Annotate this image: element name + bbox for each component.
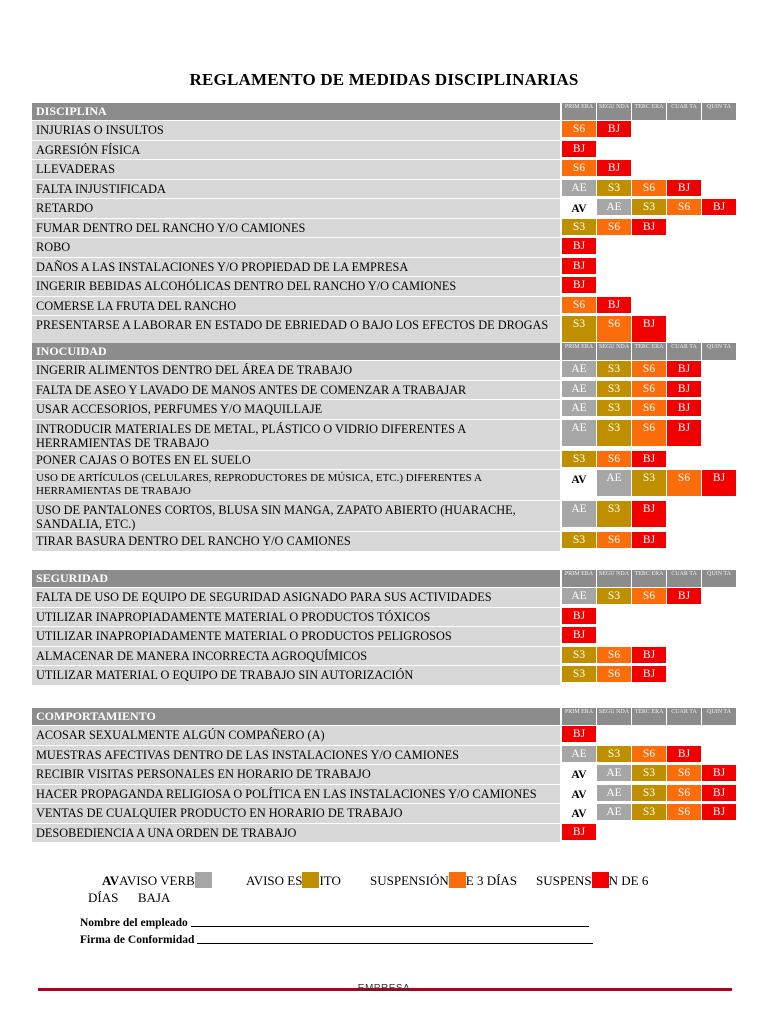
legend-av (102, 872, 212, 889)
sanction-s6: S6 (562, 121, 596, 137)
sanction-ae: AE (562, 588, 596, 604)
sanction-s6: S6 (597, 666, 631, 682)
infraction-label: RECIBIR VISITAS PERSONALES EN HORARIO DE TRABAJO (32, 765, 560, 784)
sanction-s3: S3 (597, 180, 631, 196)
sanction-s6: S6 (632, 400, 666, 416)
sanction-bj: BJ (632, 451, 666, 467)
section-title: COMPORTAMIENTO (32, 708, 560, 725)
table-row (32, 199, 738, 218)
signature-field[interactable] (197, 933, 593, 944)
sanction-ae: AE (597, 199, 631, 215)
column-header: TERC ERA (632, 103, 666, 120)
legend-line2 (88, 889, 170, 906)
legend-s6-line2: DÍAS (88, 890, 119, 905)
sanction-bj: BJ (667, 180, 701, 196)
table-row (32, 238, 738, 257)
infraction-label: FALTA DE ASEO Y LAVADO DE MANOS ANTES DE COMENZAR A TRABAJAR (32, 381, 560, 400)
infraction-label: VENTAS DE CUALQUIER PRODUCTO EN HORARIO DE TRABAJO (32, 804, 560, 823)
sanction-bj: BJ (562, 608, 596, 624)
table-row (32, 588, 738, 607)
infraction-label: AGRESIÓN FÍSICA (32, 141, 560, 160)
signature-line (80, 933, 593, 946)
sanction-s3: S3 (632, 765, 666, 781)
infraction-label: USO DE PANTALONES CORTOS, BLUSA SIN MANGA, ZAPATO ABIERTO (HUARACHE, SANDALIA, ETC.) (32, 501, 560, 531)
infraction-label: INGERIR BEBIDAS ALCOHÓLICAS DENTRO DEL RANCHO Y/O CAMIONES (32, 277, 560, 296)
legend-bj-text: BAJA (137, 890, 171, 905)
column-header: PRIM ERA (562, 343, 596, 360)
section-seguridad (32, 570, 738, 685)
sanction-s6: S6 (632, 381, 666, 397)
legend-s3-swatch (449, 872, 466, 888)
page-title: REGLAMENTO DE MEDIDAS DISCIPLINARIAS (189, 70, 579, 89)
legend-av-code: AV (102, 873, 120, 888)
table-row (32, 219, 738, 238)
sanction-bj: BJ (562, 277, 596, 293)
infraction-label: RETARDO (32, 199, 560, 218)
sanction-s3: S3 (562, 532, 596, 548)
sanction-ae: AE (562, 501, 596, 527)
table-row (32, 277, 738, 296)
sanction-s3: S3 (562, 666, 596, 682)
section-inocuidad (32, 343, 738, 551)
table-row (32, 470, 738, 500)
sanction-s3: S3 (597, 420, 631, 446)
legend-ae-swatch (302, 872, 319, 888)
sanction-s6: S6 (667, 199, 701, 215)
infraction-label: HACER PROPAGANDA RELIGIOSA O POLÍTICA EN LAS INSTALACIONES Y/O CAMIONES (32, 785, 560, 804)
sanction-s6: S6 (667, 470, 701, 496)
infraction-label: PONER CAJAS O BOTES EN EL SUELO (32, 451, 560, 470)
infraction-label: DAÑOS A LAS INSTALACIONES Y/O PROPIEDAD DE LA EMPRESA (32, 258, 560, 277)
section-comportamiento (32, 708, 738, 842)
table-row (32, 451, 738, 470)
infraction-label: PRESENTARSE A LABORAR EN ESTADO DE EBRIEDAD O BAJO LOS EFECTOS DE DROGAS (32, 316, 560, 346)
infraction-label: UTILIZAR MATERIAL O EQUIPO DE TRABAJO SIN AUTORIZACIÓN (32, 666, 560, 685)
sanction-s6: S6 (632, 420, 666, 446)
employee-name-label: Nombre del empleado (80, 917, 188, 929)
sanction-s3: S3 (597, 361, 631, 377)
sanction-s3: S3 (562, 647, 596, 663)
legend-av-swatch (195, 872, 212, 888)
table-row (32, 647, 738, 666)
infraction-label: FUMAR DENTRO DEL RANCHO Y/O CAMIONES (32, 219, 560, 238)
table-row (32, 160, 738, 179)
signature-label: Firma de Conformidad (80, 934, 195, 946)
table-row (32, 420, 738, 450)
sanction-bj: BJ (702, 470, 736, 496)
sanction-bj: BJ (562, 726, 596, 742)
infraction-label: COMERSE LA FRUTA DEL RANCHO (32, 297, 560, 316)
sanction-bj: BJ (667, 420, 701, 446)
sanction-ae: AE (597, 804, 631, 820)
sanction-av: AV (562, 765, 596, 781)
infraction-label: ROBO (32, 238, 560, 257)
sanction-s6: S6 (597, 219, 631, 235)
column-header: SEGU NDA (597, 708, 631, 725)
sanction-ae: AE (562, 361, 596, 377)
sanction-bj: BJ (632, 501, 666, 527)
sanction-s3: S3 (597, 381, 631, 397)
column-header: QUIN TA (702, 708, 736, 725)
column-header: PRIM ERA (562, 103, 596, 120)
sanction-bj: BJ (632, 219, 666, 235)
footer-company: EMPRESA (357, 983, 411, 994)
sanction-bj: BJ (667, 361, 701, 377)
section-header (32, 343, 738, 360)
sanction-s3: S3 (632, 470, 666, 496)
sanction-s3: S3 (562, 316, 596, 342)
sanction-s6: S6 (632, 746, 666, 762)
legend-s3 (370, 872, 517, 889)
table-row (32, 258, 738, 277)
sanction-s6: S6 (597, 532, 631, 548)
sanction-bj: BJ (562, 238, 596, 254)
sanction-s6: S6 (597, 316, 631, 342)
infraction-label: DESOBEDIENCIA A UNA ORDEN DE TRABAJO (32, 824, 560, 843)
infraction-label: ALMACENAR DE MANERA INCORRECTA AGROQUÍMICOS (32, 647, 560, 666)
sanction-s6: S6 (562, 160, 596, 176)
sanction-ae: AE (597, 785, 631, 801)
sanction-s3: S3 (597, 400, 631, 416)
sanction-ae: AE (562, 400, 596, 416)
sanction-bj: BJ (562, 258, 596, 274)
sanction-bj: BJ (667, 746, 701, 762)
column-header: QUIN TA (702, 343, 736, 360)
sanction-bj: BJ (562, 627, 596, 643)
column-header: CUAR TA (667, 343, 701, 360)
column-header: TERC ERA (632, 708, 666, 725)
sanction-s3: S3 (632, 199, 666, 215)
sanction-bj: BJ (597, 121, 631, 137)
legend-ae-text: AVISO ES (246, 873, 303, 888)
table-row (32, 824, 738, 843)
column-header: CUAR TA (667, 103, 701, 120)
sanction-s3: S3 (597, 588, 631, 604)
table-row (32, 785, 738, 804)
legend-s3-text: SUSPENSIÓN (370, 873, 449, 888)
employee-name-line (80, 916, 589, 929)
table-row (32, 666, 738, 685)
sanction-bj: BJ (667, 588, 701, 604)
sanction-bj: BJ (632, 666, 666, 682)
table-row (32, 121, 738, 140)
legend-s6-swatch (592, 872, 609, 888)
column-header: SEGU NDA (597, 103, 631, 120)
table-row (32, 746, 738, 765)
infraction-label: MUESTRAS AFECTIVAS DENTRO DE LAS INSTALACIONES Y/O CAMIONES (32, 746, 560, 765)
sanction-s3: S3 (562, 219, 596, 235)
column-header: SEGU NDA (597, 570, 631, 587)
legend-ae-suffix: ITO (319, 873, 341, 888)
table-row (32, 297, 738, 316)
infraction-label: FALTA DE USO DE EQUIPO DE SEGURIDAD ASIGNADO PARA SUS ACTIVIDADES (32, 588, 560, 607)
section-title: SEGURIDAD (32, 570, 560, 587)
sanction-s6: S6 (667, 804, 701, 820)
sanction-bj: BJ (702, 804, 736, 820)
legend-s6-suffix: N DE 6 (608, 873, 649, 888)
sanction-bj: BJ (597, 297, 631, 313)
column-header: PRIM ERA (562, 708, 596, 725)
sanction-s6: S6 (632, 361, 666, 377)
sanction-bj: BJ (597, 160, 631, 176)
table-row (32, 608, 738, 627)
infraction-label: USAR ACCESORIOS, PERFUMES Y/O MAQUILLAJE (32, 400, 560, 419)
table-row (32, 400, 738, 419)
sanction-s6: S6 (597, 451, 631, 467)
section-title: INOCUIDAD (32, 343, 560, 360)
column-header: QUIN TA (702, 570, 736, 587)
sanction-ae: AE (562, 746, 596, 762)
legend-ae (246, 872, 341, 889)
infraction-label: LLEVADERAS (32, 160, 560, 179)
column-header: TERC ERA (632, 570, 666, 587)
sanction-bj: BJ (702, 785, 736, 801)
table-row (32, 726, 738, 745)
legend-s6-text: SUSPENS (536, 873, 592, 888)
sanction-s3: S3 (632, 804, 666, 820)
sanction-s6: S6 (667, 785, 701, 801)
infraction-label: INTRODUCIR MATERIALES DE METAL, PLÁSTICO O VIDRIO DIFERENTES A HERRAMIENTAS DE TRABAJO (32, 420, 560, 450)
sanction-ae: AE (597, 470, 631, 496)
table-row (32, 804, 738, 823)
column-header: QUIN TA (702, 103, 736, 120)
section-header (32, 570, 738, 587)
sanction-bj: BJ (632, 532, 666, 548)
table-row (32, 141, 738, 160)
sanction-s3: S3 (597, 746, 631, 762)
column-header: SEGU NDA (597, 343, 631, 360)
infraction-label: INJURIAS O INSULTOS (32, 121, 560, 140)
sanction-s6: S6 (632, 180, 666, 196)
section-header (32, 103, 738, 120)
infraction-label: UTILIZAR INAPROPIADAMENTE MATERIAL O PRODUCTOS PELIGROSOS (32, 627, 560, 646)
employee-name-field[interactable] (191, 916, 589, 927)
sanction-ae: AE (562, 381, 596, 397)
legend-av-text: AVISO VERB (119, 873, 195, 888)
sanction-av: AV (562, 804, 596, 820)
section-header (32, 708, 738, 725)
infraction-label: UTILIZAR INAPROPIADAMENTE MATERIAL O PRODUCTOS TÓXICOS (32, 608, 560, 627)
sanction-av: AV (562, 470, 596, 496)
sanction-bj: BJ (667, 400, 701, 416)
sanction-bj: BJ (562, 824, 596, 840)
table-row (32, 627, 738, 646)
sanction-av: AV (562, 785, 596, 801)
sanction-s3: S3 (562, 451, 596, 467)
sanction-s3: S3 (597, 501, 631, 527)
table-row (32, 180, 738, 199)
sanction-bj: BJ (702, 199, 736, 215)
infraction-label: ACOSAR SEXUALMENTE ALGÚN COMPAÑERO (A) (32, 726, 560, 745)
section-title: DISCIPLINA (32, 103, 560, 120)
table-row (32, 361, 738, 380)
sanction-s6: S6 (632, 588, 666, 604)
sanction-s6: S6 (597, 647, 631, 663)
column-header: CUAR TA (667, 708, 701, 725)
column-header: CUAR TA (667, 570, 701, 587)
sanction-bj: BJ (562, 141, 596, 157)
table-row (32, 501, 738, 531)
infraction-label: TIRAR BASURA DENTRO DEL RANCHO Y/O CAMIONES (32, 532, 560, 551)
sanction-av: AV (562, 199, 596, 215)
infraction-label: USO DE ARTÍCULOS (CELULARES, REPRODUCTORES DE MÚSICA, ETC.) DIFERENTES A HERRAMIENTAS DE TRABAJO (32, 470, 560, 500)
table-row (32, 765, 738, 784)
sanction-ae: AE (597, 765, 631, 781)
sanction-bj: BJ (632, 647, 666, 663)
legend-s3-suffix: E 3 DÍAS (465, 873, 518, 888)
column-header: TERC ERA (632, 343, 666, 360)
sanction-bj: BJ (667, 381, 701, 397)
column-header: PRIM ERA (562, 570, 596, 587)
sanction-ae: AE (562, 180, 596, 196)
sanction-ae: AE (562, 420, 596, 446)
sanction-bj: BJ (702, 765, 736, 781)
sanction-s6: S6 (562, 297, 596, 313)
table-row (32, 381, 738, 400)
table-row (32, 316, 738, 346)
table-row (32, 532, 738, 551)
infraction-label: FALTA INJUSTIFICADA (32, 180, 560, 199)
sanction-s6: S6 (667, 765, 701, 781)
section-disciplina (32, 103, 738, 346)
sanction-bj: BJ (632, 316, 666, 342)
infraction-label: INGERIR ALIMENTOS DENTRO DEL ÁREA DE TRABAJO (32, 361, 560, 380)
sanction-s3: S3 (632, 785, 666, 801)
legend-s6 (536, 872, 648, 889)
